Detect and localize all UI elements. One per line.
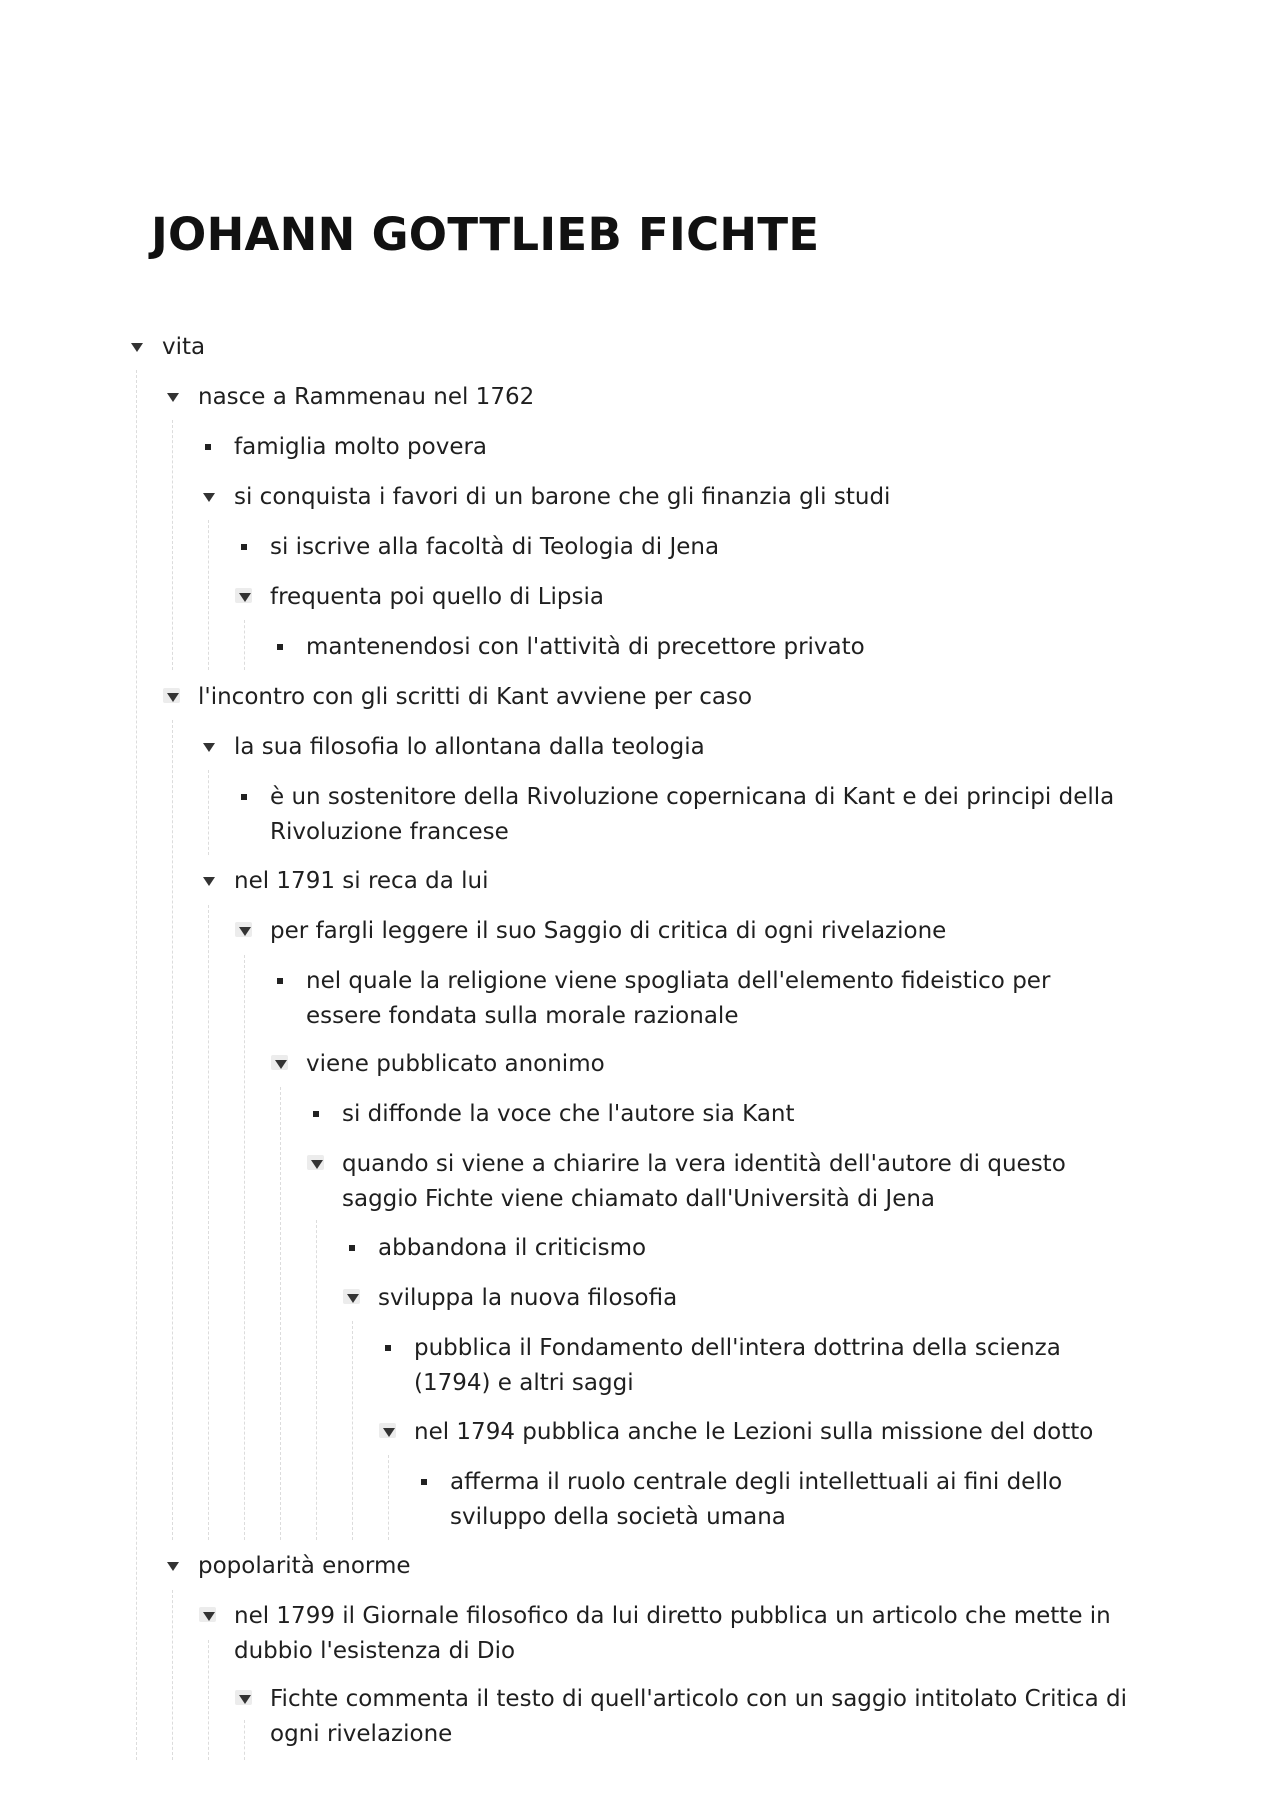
outline-toggle-item[interactable] [272,1047,1150,1082]
indent-guide-line [208,520,209,670]
outline-toggle-item[interactable] [128,330,1128,365]
indent-guide-line [316,1220,317,1540]
outline-item-label: pubblica il Fondamento dell'intera dottrina della scienza (1794) e altri saggi [414,1335,1061,1396]
outline-toggle-item[interactable] [200,730,1150,765]
collapse-triangle-icon[interactable] [200,871,220,891]
square-bullet-icon [344,1238,364,1258]
outline-toggle-item[interactable] [308,1147,1118,1217]
outline-item-label: vita [162,334,206,360]
indent-guide-line [136,370,137,1760]
square-bullet-icon [272,971,292,991]
outline-item-label: sviluppa la nuova filosofia [378,1285,678,1311]
page-title: JOHANN GOTTLIEB FICHTE [151,208,820,261]
outline-toggle-item[interactable] [164,680,1150,715]
outline-item-label: quando si viene a chiarire la vera identità dell'autore di questo saggio Fichte viene chiamato dall'Università di Jena [342,1151,1066,1212]
square-bullet-icon [308,1104,328,1124]
outline-item-label: nel 1794 pubblica anche le Lezioni sulla missione del dotto [414,1419,1094,1445]
square-bullet-icon [200,437,220,457]
outline-bullet-item [272,630,1150,665]
indent-guide-line [244,955,245,1540]
collapse-triangle-icon[interactable] [272,1054,292,1074]
indent-guide-line [208,905,209,1540]
collapse-triangle-icon[interactable] [164,387,184,407]
outline-toggle-item[interactable] [344,1281,1150,1316]
outline-bullet-item [272,964,1122,1034]
outline-item-label: famiglia molto povera [234,434,488,460]
square-bullet-icon [416,1472,436,1492]
indent-guide-line [244,1720,245,1760]
collapse-triangle-icon[interactable] [128,337,148,357]
outline-toggle-item[interactable] [236,914,1150,949]
outline-bullet-item [236,780,1116,850]
indent-guide-line [244,620,245,670]
outline-item-label: si iscrive alla facoltà di Teologia di Jena [270,534,720,560]
outline-item-label: frequenta poi quello di Lipsia [270,584,604,610]
outline-item-label: nel 1799 il Giornale filosofico da lui diretto pubblica un articolo che mette in dubbio l'esistenza di Dio [234,1603,1111,1664]
outline-item-label: è un sostenitore della Rivoluzione copernicana di Kant e dei principi della Rivoluzione francese [270,784,1115,845]
indent-guide-line [208,1640,209,1760]
collapse-triangle-icon[interactable] [380,1422,400,1442]
collapse-triangle-icon[interactable] [164,687,184,707]
outline-item-label: nasce a Rammenau nel 1762 [198,384,535,410]
outline-item-label: l'incontro con gli scritti di Kant avviene per caso [198,684,753,710]
indent-guide-line [172,720,173,1540]
collapse-triangle-icon[interactable] [200,1606,220,1626]
outline-bullet-item [236,530,1150,565]
outline-bullet-item [380,1331,1140,1401]
outline-item-label: per fargli leggere il suo Saggio di critica di ogni rivelazione [270,918,947,944]
outline-item-label: mantenendosi con l'attività di precettore privato [306,634,865,660]
square-bullet-icon [272,637,292,657]
collapse-triangle-icon[interactable] [200,487,220,507]
outline-item-label: nel 1791 si reca da lui [234,868,489,894]
outline-item-label: si conquista i favori di un barone che gli finanzia gli studi [234,484,891,510]
indent-guide-line [172,1590,173,1760]
outline-bullet-item [200,430,1150,465]
indent-guide-line [172,420,173,670]
outline-item-label: nel quale la religione viene spogliata dell'elemento fideistico per essere fondata sulla morale razionale [306,968,1051,1029]
indent-guide-line [352,1321,353,1540]
outline-item-label: afferma il ruolo centrale degli intellettuali ai fini dello sviluppo della società umana [450,1469,1063,1530]
collapse-triangle-icon[interactable] [344,1288,364,1308]
outline-bullet-item [308,1097,1150,1132]
outline-toggle-item[interactable] [200,1599,1130,1669]
outline-bullet-item [416,1465,1150,1535]
outline-bullet-item [344,1231,1150,1266]
outline-item-label: la sua filosofia lo allontana dalla teologia [234,734,705,760]
collapse-triangle-icon[interactable] [236,1689,256,1709]
indent-guide-line [208,770,209,855]
outline-toggle-item[interactable] [200,480,1150,515]
outline-item-label: si diffonde la voce che l'autore sia Kant [342,1101,795,1127]
outline-toggle-item[interactable] [380,1415,1150,1450]
square-bullet-icon [236,787,256,807]
square-bullet-icon [236,537,256,557]
outline-item-label: abbandona il criticismo [378,1235,647,1261]
outline-toggle-item[interactable] [164,1549,1150,1584]
collapse-triangle-icon[interactable] [236,587,256,607]
collapse-triangle-icon[interactable] [308,1154,328,1174]
outline-toggle-item[interactable] [200,864,1150,899]
indent-guide-line [280,1087,281,1540]
collapse-triangle-icon[interactable] [236,921,256,941]
outline-item-label: popolarità enorme [198,1553,411,1579]
outline-toggle-item[interactable] [236,580,1150,615]
outline-item-label: Fichte commenta il testo di quell'articolo con un saggio intitolato Critica di ogni rivelazione [270,1686,1127,1747]
outline-toggle-item[interactable] [236,1682,1136,1752]
outline-toggle-item[interactable] [164,380,1150,415]
outline-item-label: viene pubblicato anonimo [306,1051,605,1077]
indent-guide-line [388,1455,389,1540]
collapse-triangle-icon[interactable] [164,1556,184,1576]
collapse-triangle-icon[interactable] [200,737,220,757]
square-bullet-icon [380,1338,400,1358]
